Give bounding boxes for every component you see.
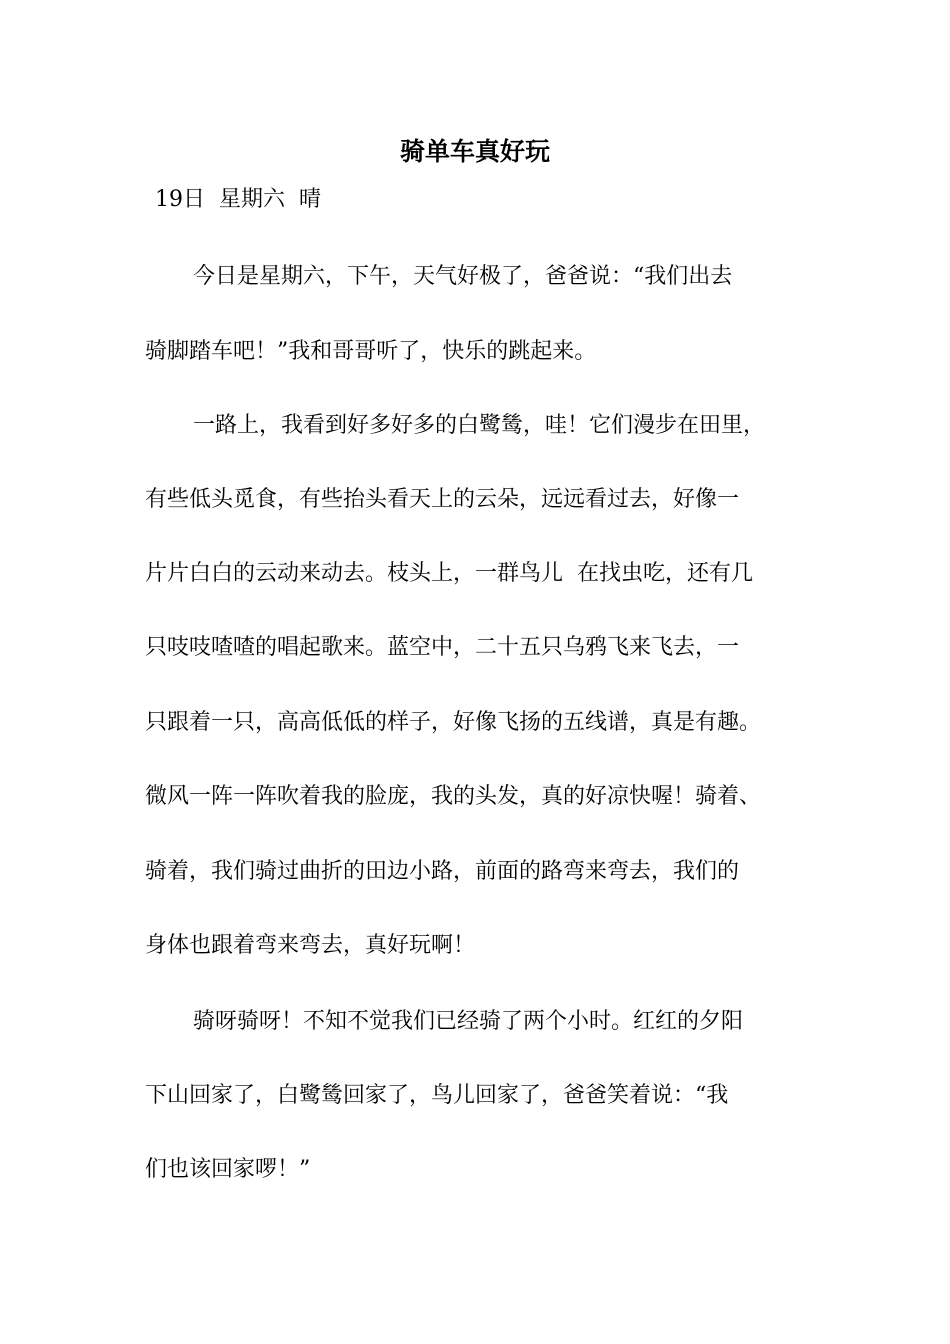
paragraph-2-line-1: 一路上，我看到好多好多的白鹭鸶，哇！它们漫步在田里， xyxy=(193,413,766,438)
paragraph-3-line-1: 骑呀骑呀！不知不觉我们已经骑了两个小时。红红的夕阳 xyxy=(193,1009,744,1034)
date-weather-line: 19日 星期六 晴 xyxy=(155,187,321,212)
paragraph-2-line-6: 微风一阵一阵吹着我的脸庞，我的头发，真的好凉快喔！骑着、 xyxy=(145,784,762,809)
paragraph-2-line-2: 有些低头觅食，有些抬头看天上的云朵，远远看过去，好像一 xyxy=(145,487,740,512)
paragraph-2-line-7: 骑着，我们骑过曲折的田边小路，前面的路弯来弯去，我们的 xyxy=(145,859,740,884)
paragraph-2-line-3: 片片白白的云动来动去。枝头上，一群鸟儿 在找虫吃，还有几 xyxy=(145,561,753,586)
paragraph-1-line-2: 骑脚踏车吧！”我和哥哥听了，快乐的跳起来。 xyxy=(145,339,597,364)
paragraph-1-line-1: 今日是星期六，下午，天气好极了，爸爸说：“我们出去 xyxy=(193,264,733,289)
document-title: 骑单车真好玩 xyxy=(399,137,550,166)
paragraph-2-line-8: 身体也跟着弯来弯去，真好玩啊！ xyxy=(145,933,476,958)
paragraph-3-line-3: 们也该回家啰！” xyxy=(145,1157,311,1182)
paragraph-2-line-5: 只跟着一只，高高低低的样子，好像飞扬的五线谱，真是有趣。 xyxy=(145,710,762,735)
paragraph-3-line-2: 下山回家了，白鹭鸶回家了，鸟儿回家了，爸爸笑着说：“我 xyxy=(145,1083,729,1108)
paragraph-2-line-4: 只吱吱喳喳的唱起歌来。蓝空中，二十五只乌鸦飞来飞去，一 xyxy=(145,635,740,660)
